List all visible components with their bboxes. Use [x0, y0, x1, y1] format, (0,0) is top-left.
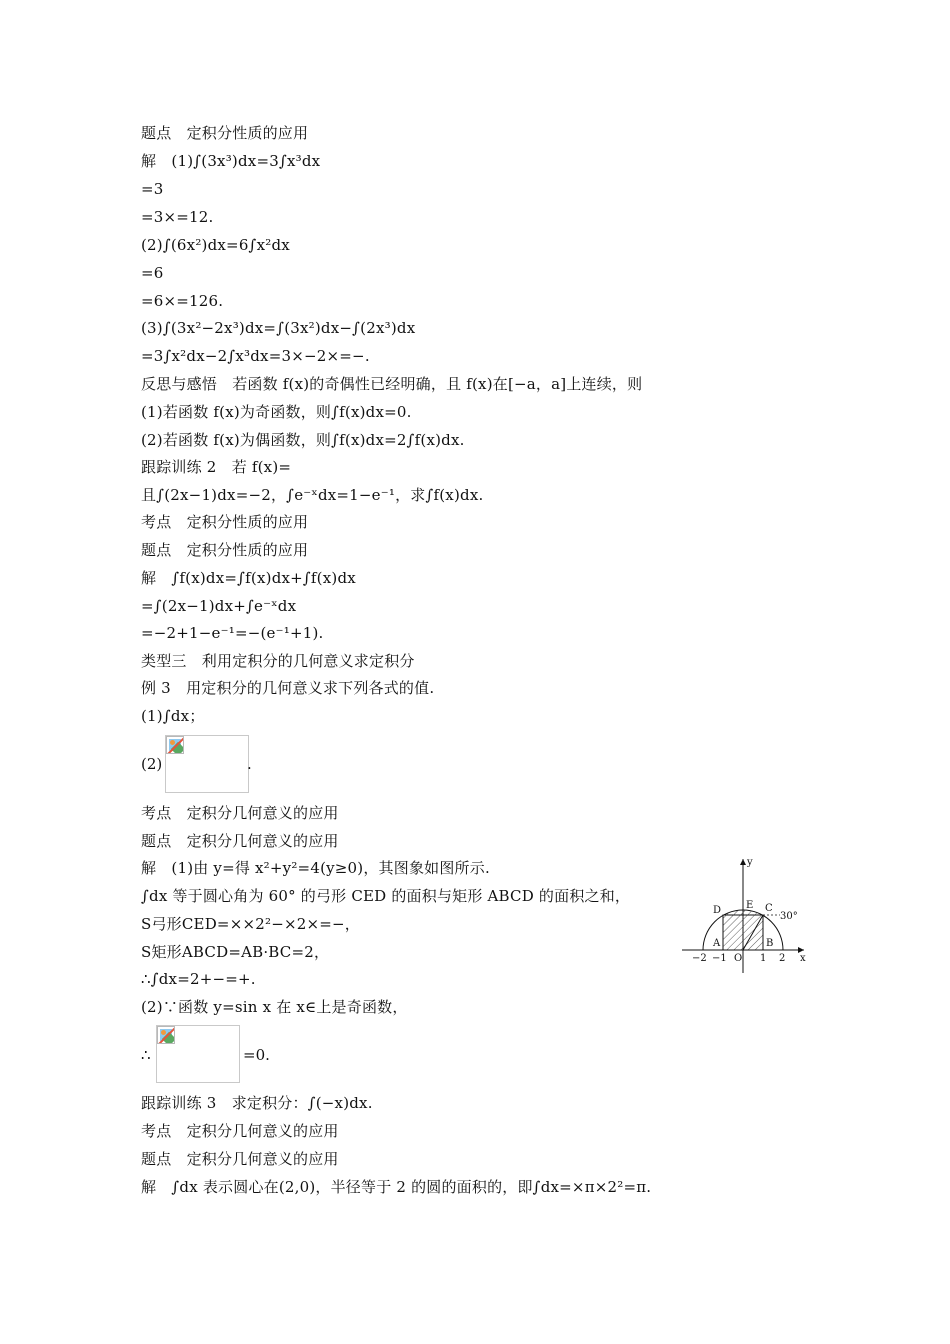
broken-image-icon — [166, 736, 184, 754]
text-line: (3)∫(3x²−2x³)dx=∫(3x²)dx−∫(2x³)dx — [141, 319, 416, 337]
broken-image-icon — [157, 1026, 175, 1044]
segment-ced — [723, 910, 763, 915]
text-line: =3 — [141, 180, 164, 198]
text-line: 考点 定积分几何意义的应用 — [141, 804, 339, 822]
text-line: 解 ∫dx 表示圆心在(2,0)，半径等于 2 的圆的面积的，即∫dx=×π×2²=π. — [141, 1178, 652, 1196]
text-line: ∴ — [141, 1046, 151, 1064]
axis-label-x: x — [800, 953, 806, 964]
point-label-a: A — [713, 938, 721, 949]
text-line: ∴∫dx=2+−=+. — [141, 970, 256, 988]
y-axis-arrow-icon — [740, 859, 746, 865]
axis-label-y: y — [747, 857, 753, 868]
formula-image-placeholder — [165, 735, 249, 793]
text-line: 跟踪训练 3 求定积分：∫(−x)dx. — [141, 1094, 373, 1112]
text-line: 考点 定积分几何意义的应用 — [141, 1122, 339, 1140]
text-line: 跟踪训练 2 若 f(x)= — [141, 458, 292, 476]
tick-label: 1 — [760, 953, 767, 964]
text-period: . — [247, 755, 252, 773]
point-label-e: E — [746, 900, 754, 911]
text-line: =∫(2x−1)dx+∫e⁻ˣdx — [141, 597, 297, 615]
point-label-c: C — [765, 903, 773, 914]
point-label-o: O — [734, 953, 743, 964]
text-line: 题点 定积分几何意义的应用 — [141, 832, 339, 850]
point-label-d: D — [713, 905, 722, 916]
tick-label: 2 — [779, 953, 786, 964]
text-line: =−2+1−e⁻¹=−(e⁻¹+1). — [141, 624, 324, 642]
text-equals-zero: =0. — [243, 1046, 270, 1064]
text-line: (2)∵函数 y=sin x 在 x∈上是奇函数， — [141, 998, 408, 1016]
text-line: 解 ∫f(x)dx=∫f(x)dx+∫f(x)dx — [141, 569, 356, 587]
text-line: 反思与感悟 若函数 f(x)的奇偶性已经明确，且 f(x)在[−a，a]上连续，则 — [141, 375, 643, 393]
text-line: 且∫(2x−1)dx=−2，∫e⁻ˣdx=1−e⁻¹，求∫f(x)dx. — [141, 486, 484, 504]
text-line: 题点 定积分几何意义的应用 — [141, 1150, 339, 1168]
rectangle-abcd — [723, 915, 763, 950]
text-line: =3∫x²dx−2∫x³dx=3×−2×=−. — [141, 347, 370, 365]
formula-image-placeholder — [156, 1025, 240, 1083]
point-label-b: B — [766, 938, 774, 949]
section-heading: 类型三 利用定积分的几何意义求定积分 — [141, 652, 415, 670]
text-line: =6 — [141, 264, 164, 282]
text-line: =3×=12. — [141, 208, 214, 226]
text-line: 解 (1)∫(3x³)dx=3∫x³dx — [141, 152, 321, 170]
tick-label: −1 — [712, 953, 727, 964]
text-line: S矩形ABCD=AB·BC=2， — [141, 943, 330, 961]
text-line: (2) — [141, 755, 163, 773]
text-line: =6×=126. — [141, 292, 224, 310]
tick-label: −2 — [692, 953, 707, 964]
text-line: (1)若函数 f(x)为奇函数，则∫f(x)dx=0. — [141, 403, 412, 421]
example-heading: 例 3 用定积分的几何意义求下列各式的值. — [141, 679, 435, 697]
text-line: (2)∫(6x²)dx=6∫x²dx — [141, 236, 290, 254]
text-line: S弓形CED=××2²−×2×=−， — [141, 915, 360, 933]
text-line: 题点 定积分性质的应用 — [141, 541, 309, 559]
text-line: 考点 定积分性质的应用 — [141, 513, 309, 531]
text-line: ∫dx 等于圆心角为 60° 的弓形 CED 的面积与矩形 ABCD 的面积之和， — [141, 887, 631, 905]
text-line: (2)若函数 f(x)为偶函数，则∫f(x)dx=2∫f(x)dx. — [141, 431, 465, 449]
text-line: (1)∫dx； — [141, 707, 205, 725]
text-line: 解 (1)由 y=得 x²+y²=4(y≥0)，其图象如图所示. — [141, 859, 490, 877]
text-line: 题点 定积分性质的应用 — [141, 124, 309, 142]
semicircle-figure — [680, 855, 810, 975]
angle-label: 30° — [780, 911, 798, 922]
